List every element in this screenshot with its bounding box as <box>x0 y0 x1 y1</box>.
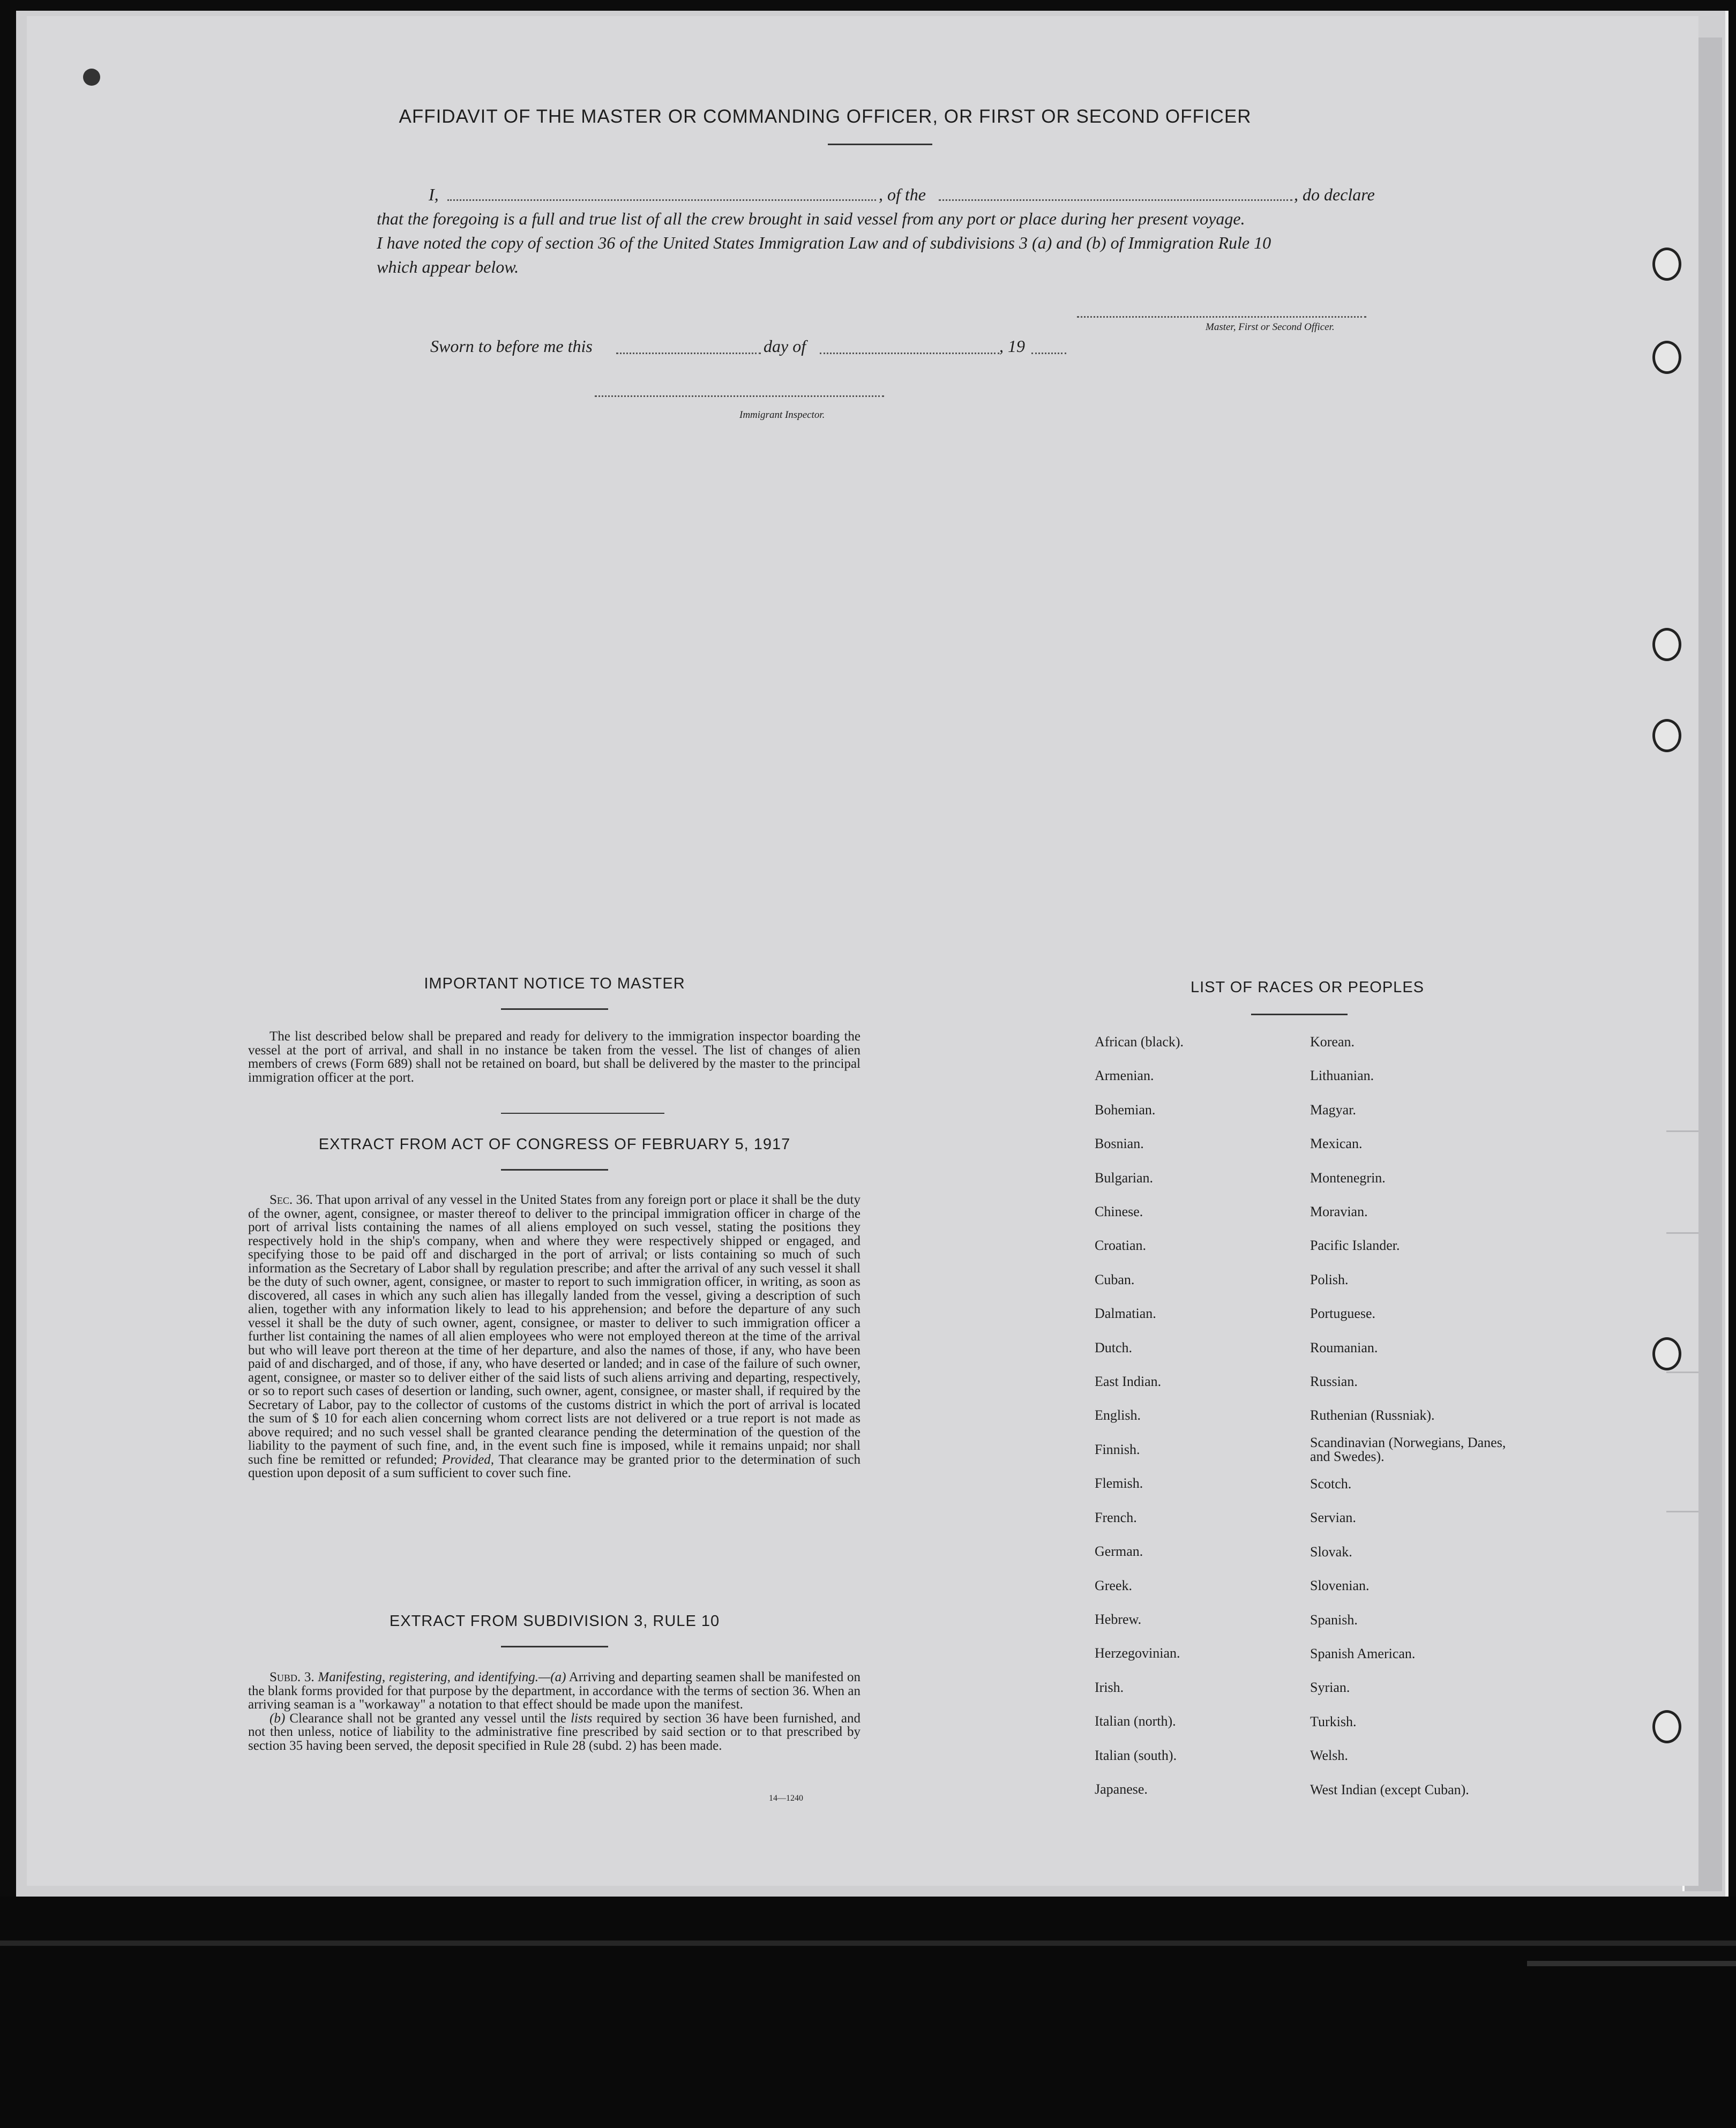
race-item: Spanish. <box>1310 1612 1358 1628</box>
race-item: African (black). <box>1095 1034 1184 1050</box>
divider <box>828 144 932 145</box>
year-blank[interactable] <box>1031 353 1066 354</box>
race-item: Polish. <box>1310 1271 1349 1287</box>
race-item: Irish. <box>1095 1679 1124 1695</box>
race-item: Slovenian. <box>1310 1578 1370 1594</box>
race-item: Italian (north). <box>1095 1713 1176 1729</box>
race-item: Roumanian. <box>1310 1339 1378 1355</box>
race-item: Cuban. <box>1095 1271 1135 1287</box>
notice-title: IMPORTANT NOTICE TO MASTER <box>424 975 685 992</box>
subd-heading: Manifesting, registering, and identifying.—(a) <box>318 1670 566 1684</box>
extract-rule-title: EXTRACT FROM SUBDIVISION 3, RULE 10 <box>389 1613 720 1630</box>
races-right-column <box>1310 1025 1514 1807</box>
divider <box>1251 1014 1348 1015</box>
subd-b-text-1: Clearance shall not be granted any vessel until the <box>289 1711 566 1726</box>
do-declare-label: , do declare <box>1294 185 1375 204</box>
extract-act-text <box>248 1193 860 1480</box>
races-left-column <box>1095 1025 1184 1806</box>
race-item: French. <box>1095 1509 1137 1525</box>
race-item: Montenegrin. <box>1310 1170 1386 1186</box>
binder-hole-icon <box>1652 341 1681 374</box>
i-label: I, <box>429 185 439 204</box>
provided-label: Provided, <box>442 1452 494 1467</box>
race-item: Servian. <box>1310 1510 1356 1526</box>
divider <box>501 1113 664 1114</box>
affidavit-line-1: that the foregoing is a full and true list of all the crew brought in said vessel from any port or place during her present voyage. <box>377 209 1245 228</box>
race-item: Armenian. <box>1095 1068 1154 1084</box>
master-signature-blank[interactable] <box>1077 316 1366 318</box>
lists-label: lists <box>571 1711 593 1726</box>
affidavit-title: AFFIDAVIT OF THE MASTER OR COMMANDING OFFICER, OR FIRST OR SECOND OFFICER <box>399 106 1252 127</box>
race-item: Magyar. <box>1310 1102 1356 1118</box>
race-item: Spanish American. <box>1310 1645 1416 1661</box>
binder-hole-icon <box>1652 1337 1681 1370</box>
race-item: Korean. <box>1310 1034 1355 1050</box>
binder-hole-icon <box>1652 1710 1681 1743</box>
race-item: Japanese. <box>1095 1781 1148 1797</box>
race-item: Syrian. <box>1310 1680 1350 1696</box>
extract-act-title: EXTRACT FROM ACT OF CONGRESS OF FEBRUARY 5, 1917 <box>318 1136 791 1153</box>
race-item: Flemish. <box>1095 1475 1143 1492</box>
race-item: Scandinavian (Norwegians, Danes, and Swedes). <box>1310 1434 1506 1464</box>
day-of-label: day of <box>764 336 806 356</box>
race-item: Chinese. <box>1095 1204 1143 1220</box>
race-item: Greek. <box>1095 1577 1133 1593</box>
affidavit-line-3: which appear below. <box>377 257 519 276</box>
race-item: Scotch. <box>1310 1475 1352 1492</box>
race-item: Finnish. <box>1095 1441 1140 1457</box>
sec-label: Sec. 36. <box>270 1193 313 1207</box>
race-item: Bohemian. <box>1095 1102 1156 1118</box>
affidavit-line-2: I have noted the copy of section 36 of the United States Immigration Law and of subdivisions 3 (a) and (b) of Immigration Rule 10 <box>377 233 1271 252</box>
race-item: Slovak. <box>1310 1543 1352 1560</box>
inspector-label: Immigrant Inspector. <box>739 409 825 421</box>
race-item: Lithuanian. <box>1310 1068 1374 1084</box>
race-item: Mexican. <box>1310 1136 1363 1152</box>
race-item: Hebrew. <box>1095 1611 1142 1627</box>
binder-hole-icon <box>1652 719 1681 752</box>
day-blank[interactable] <box>616 353 761 354</box>
race-item: Russian. <box>1310 1374 1358 1390</box>
binder-hole-icon <box>1652 248 1681 281</box>
form-number: 14—1240 <box>769 1794 803 1803</box>
name-blank[interactable] <box>447 199 876 201</box>
subd-b-label: (b) <box>270 1711 286 1726</box>
races-title: LIST OF RACES OR PEOPLES <box>1190 979 1425 996</box>
race-item: Dalmatian. <box>1095 1306 1156 1322</box>
race-item: Moravian. <box>1310 1204 1368 1220</box>
race-item: Dutch. <box>1095 1339 1133 1355</box>
year-prefix: , 19 <box>999 336 1025 356</box>
race-item: German. <box>1095 1543 1143 1560</box>
notice-text: The list described below shall be prepared and ready for delivery to the immigration inspector boarding the vessel at the port of arrival, and shall in no instance be taken from the vessel. The list of changes of alien members of crews (Form 689) shall not be retained on board, but shall be delivered by the master to the principal immigration officer at the port. <box>248 1029 860 1085</box>
race-item: Bosnian. <box>1095 1136 1144 1152</box>
binder-hole-icon <box>83 69 100 86</box>
race-item: Herzegovinian. <box>1095 1645 1180 1661</box>
race-item: Turkish. <box>1310 1713 1357 1729</box>
race-item: Pacific Islander. <box>1310 1238 1400 1254</box>
race-item: Ruthenian (Russniak). <box>1310 1407 1435 1423</box>
sworn-label: Sworn to before me this <box>430 336 593 356</box>
of-the-label: , of the <box>879 185 926 204</box>
divider <box>501 1169 608 1171</box>
race-item: Bulgarian. <box>1095 1170 1154 1186</box>
race-item: Portuguese. <box>1310 1306 1376 1322</box>
master-signature-label: Master, First or Second Officer. <box>1206 321 1335 333</box>
race-item: English. <box>1095 1407 1141 1423</box>
extract-rule-text <box>248 1670 860 1752</box>
binder-hole-icon <box>1652 628 1681 661</box>
inspector-signature-blank[interactable] <box>595 395 884 397</box>
sec-36-end: That clearance may be granted prior to the determination of such question upon deposit of a sum sufficient to cover such fine. <box>248 1452 860 1480</box>
race-item: West Indian (except Cuban). <box>1310 1781 1469 1797</box>
subd-b-text-2: required by section 36 have been furnished, and not then unless, notice of liability to the administrative fine prescribed by said section or to that prescribed by section 35 having been served, the deposit specified in Rule 28 (subd. 2) has been made. <box>248 1711 860 1753</box>
race-item: Italian (south). <box>1095 1747 1177 1763</box>
sec-36-body: That upon arrival of any vessel in the United States from any foreign port or place it shall be the duty of the owner, agent, consignee, or master thereof to deliver to the principal immigration officer in charge of the port of arrival lists containing the names of all aliens employed on such vessel, stating the positions they respectively hold in the ship's company, when and where they were respectively shipped or engaged, and specifying those to be paid off and discharged in the port of arrival; or lists containing so much of such information as the Secretary of Labor shall by regulation prescribe; and after the arrival of any such vessel it shall be the duty of such owner, agent, consignee, or master to report to such immigration officer, in writing, as soon as discovered, all cases in which any such alien has illegally landed from the vessel, giving a description of such alien, together with any information likely to lead to his apprehension; and before the departure of any such vessel it shall be the duty of such owner, agent, consignee, or master to deliver to such immigration officer a further list containing the names of all alien employees who were not employed thereon at the time of the arrival but who will leave port thereon at the time of her departure, and also the names of those, if any, who have been paid of and discharged, and of those, if any, who have deserted or landed; and in case of the failure of such owner, agent, consignee, or master so to deliver either of the said lists of such aliens arriving and departing, respectively, or so to report such cases of desertion or landing, such owner, agent, consignee, or master shall, if required by the Secretary of Labor, pay to the collector of customs of the customs district in which the port of arrival is located the sum of $ 10 for each alien concerning whom correct lists are not delivered or a true report is not made as above required; and no such vessel shall be granted clearance pending the determination of the question of the liability to the payment of such fine, and, in the event such fine is imposed, while it remains unpaid; nor shall such fine be remitted or refunded; <box>248 1193 860 1467</box>
subd-label: Subd. 3. <box>270 1670 315 1684</box>
race-item: Welsh. <box>1310 1748 1348 1764</box>
divider <box>501 1008 608 1010</box>
race-item: East Indian. <box>1095 1374 1162 1390</box>
scan-border <box>0 1897 1736 2128</box>
vessel-blank[interactable] <box>939 199 1292 201</box>
divider <box>501 1646 608 1647</box>
month-blank[interactable] <box>820 353 999 354</box>
race-item: Croatian. <box>1095 1238 1147 1254</box>
subd-a-text: Arriving and departing seamen shall be manifested on the blank forms provided for that purpose by the department, in accordance with the terms of section 36. When an arriving seaman is a "workaway" a notation to that effect should be made upon the manifest. <box>248 1670 861 1712</box>
